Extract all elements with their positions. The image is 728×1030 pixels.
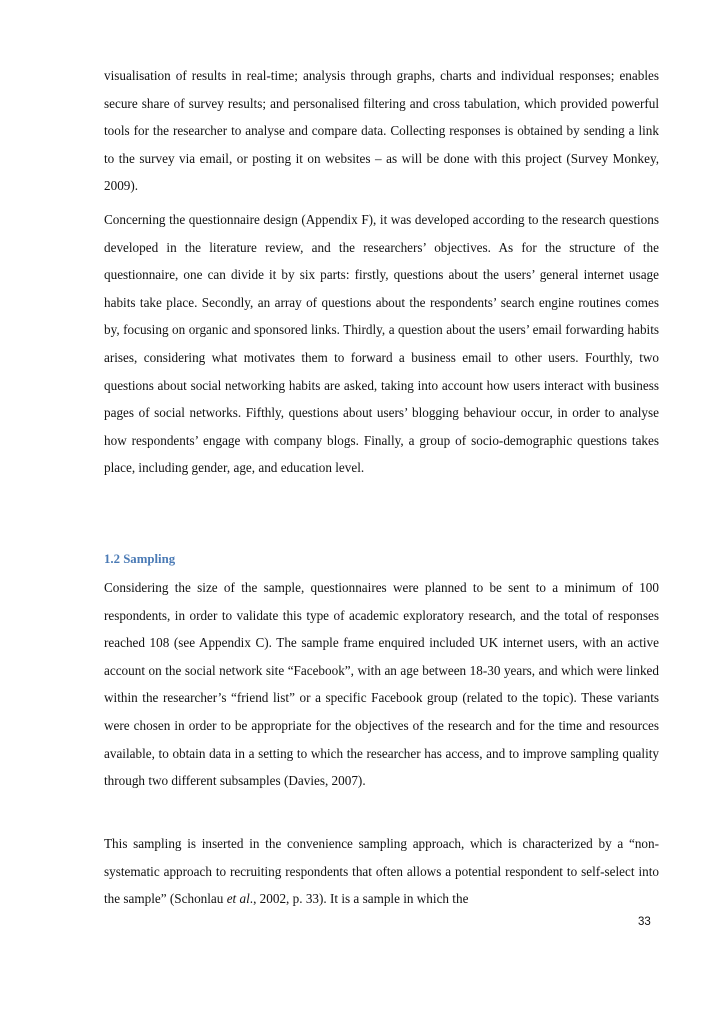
citation-et-al: et al (226, 891, 250, 907)
section-heading-sampling: 1.2 Sampling (104, 552, 176, 566)
page-number: 33 (638, 916, 651, 928)
paragraph-questionnaire-design: Concerning the questionnaire design (Appendix F), it was developed according to the research questions developed in the literature review, and the researchers’ objectives. As for the structure of the questionnaire, one can divide it by six parts: firstly, questions about the users’ general internet usage habits take place. Secondly, an array of questions about the respondents’ search engine routines comes by, focusing on organic and sponsored links. Thirdly, a question about the users’ email forwarding habits arises, considering what motivates them to forward a business email to other users. Fourthly, two questions about social networking habits are asked, taking into account how users interact with business pages of social networks. Fifthly, questions about users’ blogging behaviour occur, in order to analyse how respondents’ engage with company blogs. Finally, a group of socio-demographic questions takes place, including gender, age, and education level. (104, 212, 659, 476)
paragraph-text-after-citation: ., 2002, p. 33). It is a sample in which the (249, 891, 469, 907)
paragraph-survey-tools: visualisation of results in real-time; analysis through graphs, charts and individual responses; enables secure share of survey results; and personalised filtering and cross tabulation, which provided powerful tools for the researcher to analyse and compare data. Collecting responses is obtained by sending a link to the survey via email, or posting it on websites – as will be done with this project (Survey Monkey, 2009). (104, 68, 659, 194)
paragraph-convenience-sampling (104, 830, 659, 913)
paragraph-text-before-citation: This sampling is inserted in the convenience sampling approach, which is characterized by a “non-systematic approach to recruiting respondents that often allows a potential respondent to self-select into the sample” (Schonlau (104, 836, 659, 907)
paragraph-sampling-size: Considering the size of the sample, questionnaires were planned to be sent to a minimum of 100 respondents, in order to validate this type of academic exploratory research, and the total of responses reached 108 (see Appendix C). The sample frame enquired included UK internet users, with an active account on the social network site “Facebook”, with an age between 18-30 years, and which were linked within the researcher’s “friend list” or a specific Facebook group (related to the topic). These variants were chosen in order to be appropriate for the objectives of the research and for the time and resources available, to obtain data in a setting to which the researcher has access, and to improve sampling quality through two different subsamples (Davies, 2007). (104, 580, 659, 789)
